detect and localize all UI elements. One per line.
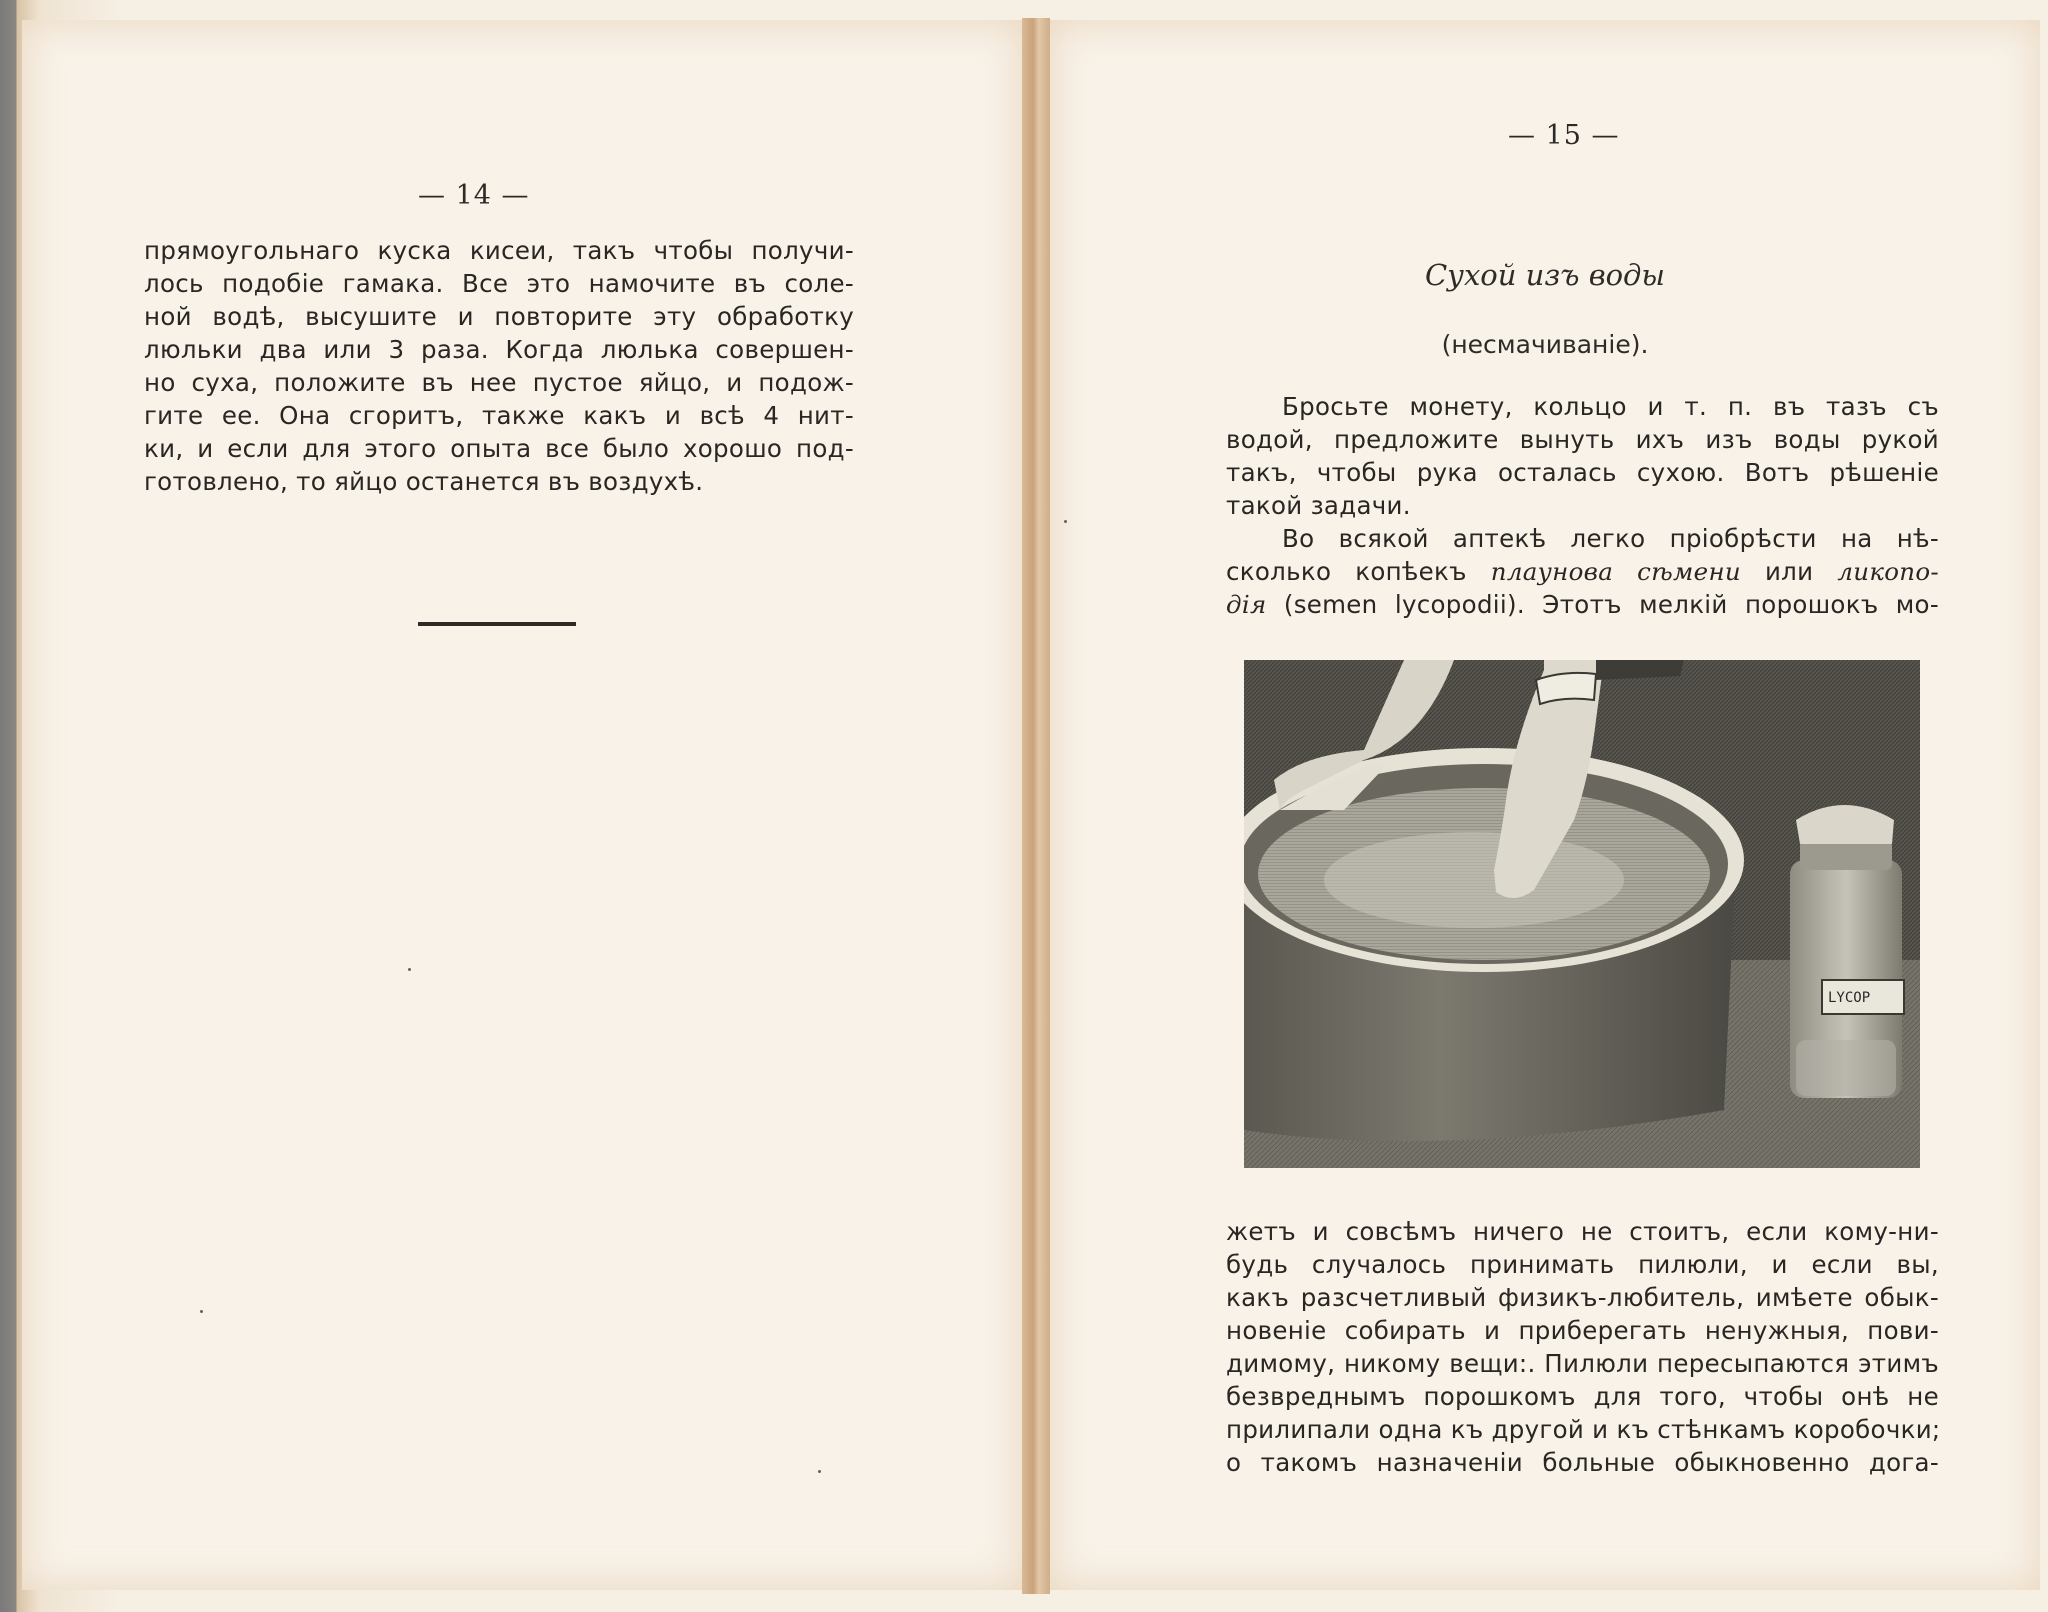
text-fragment: (semen lycopodii). Этотъ мелкій порошокъ мо- <box>1283 590 1939 619</box>
book-gutter <box>1022 18 1050 1594</box>
paper-speck <box>408 968 411 971</box>
text-line: Во всякой аптекѣ легко пріобрѣсти на нѣ- <box>1282 524 1939 553</box>
text-line: готовлено, то яйцо останется въ воздухѣ. <box>144 467 704 496</box>
text-line: прилипали одна къ другой и къ стѣнкамъ коробочки; <box>1226 1415 1941 1444</box>
text-line: ки, и если для этого опыта все было хорошо под- <box>144 434 854 463</box>
italic-term: плаунова сѣмени <box>1490 557 1741 586</box>
text-line <box>1226 555 1939 588</box>
left-page-number: — 14 — <box>418 180 530 211</box>
text-line: какъ разсчетливый физикъ-любитель, имѣете обык- <box>1226 1283 1939 1312</box>
text-line: димому, никому вещи:. Пилюли пересыпаются этимъ <box>1226 1349 1939 1378</box>
paper-speck <box>1064 520 1067 523</box>
text-line: прямоугольнаго куска кисеи, такъ чтобы получи- <box>144 236 854 265</box>
right-paragraph-1 <box>1226 390 1939 522</box>
section-end-rule <box>418 622 576 626</box>
text-line: такъ, чтобы рука осталась сухою. Вотъ рѣшеніе <box>1226 458 1939 487</box>
text-line <box>1226 588 1939 621</box>
section-title: Сухой изъ воды <box>1424 258 1666 292</box>
paper-speck <box>200 1310 203 1313</box>
left-paragraph <box>144 234 854 498</box>
basin-and-jar-engraving <box>1244 660 1920 1168</box>
text-line: ной водѣ, высушите и повторите эту обработку <box>144 302 854 331</box>
text-line: но суха, положите въ нее пустое яйцо, и подож- <box>144 368 854 397</box>
section-subtitle: (несмачиваніе). <box>1441 330 1649 359</box>
right-paragraph-2 <box>1226 522 1939 621</box>
text-line: люльки два или 3 раза. Когда люлька совершен- <box>144 335 854 364</box>
text-fragment: или <box>1764 557 1814 586</box>
text-line: такой задачи. <box>1226 491 1411 520</box>
text-line: жетъ и совсѣмъ ничего не стоитъ, если кому-ни- <box>1226 1217 1939 1246</box>
text-line: безвреднымъ порошкомъ для того, чтобы онѣ не <box>1226 1382 1939 1411</box>
right-page-number: — 15 — <box>1508 120 1620 151</box>
right-paragraph-3 <box>1226 1215 1939 1479</box>
paper-speck <box>818 1470 821 1473</box>
text-line: лось подобіе гамака. Все это намочите въ соле- <box>144 269 854 298</box>
text-line: водой, предложите вынуть ихъ изъ воды рукой <box>1226 425 1939 454</box>
italic-term: дія <box>1226 590 1267 619</box>
text-line: гите ее. Она сгоритъ, также какъ и всѣ 4 нит- <box>144 401 854 430</box>
jar-label: LYCOP <box>1828 990 1871 1006</box>
text-line: Бросьте монету, кольцо и т. п. въ тазъ съ <box>1282 392 1939 421</box>
engraving-illustration <box>1244 660 1920 1168</box>
text-fragment: сколько копѣекъ <box>1226 557 1467 586</box>
text-line: будь случалось принимать пилюли, и если вы, <box>1226 1250 1939 1279</box>
italic-term: ликопо- <box>1837 557 1940 586</box>
text-line: новеніе собирать и приберегать ненужныя, пови- <box>1226 1316 1939 1345</box>
text-line: о такомъ назначеніи больные обыкновенно дога- <box>1226 1448 1939 1477</box>
